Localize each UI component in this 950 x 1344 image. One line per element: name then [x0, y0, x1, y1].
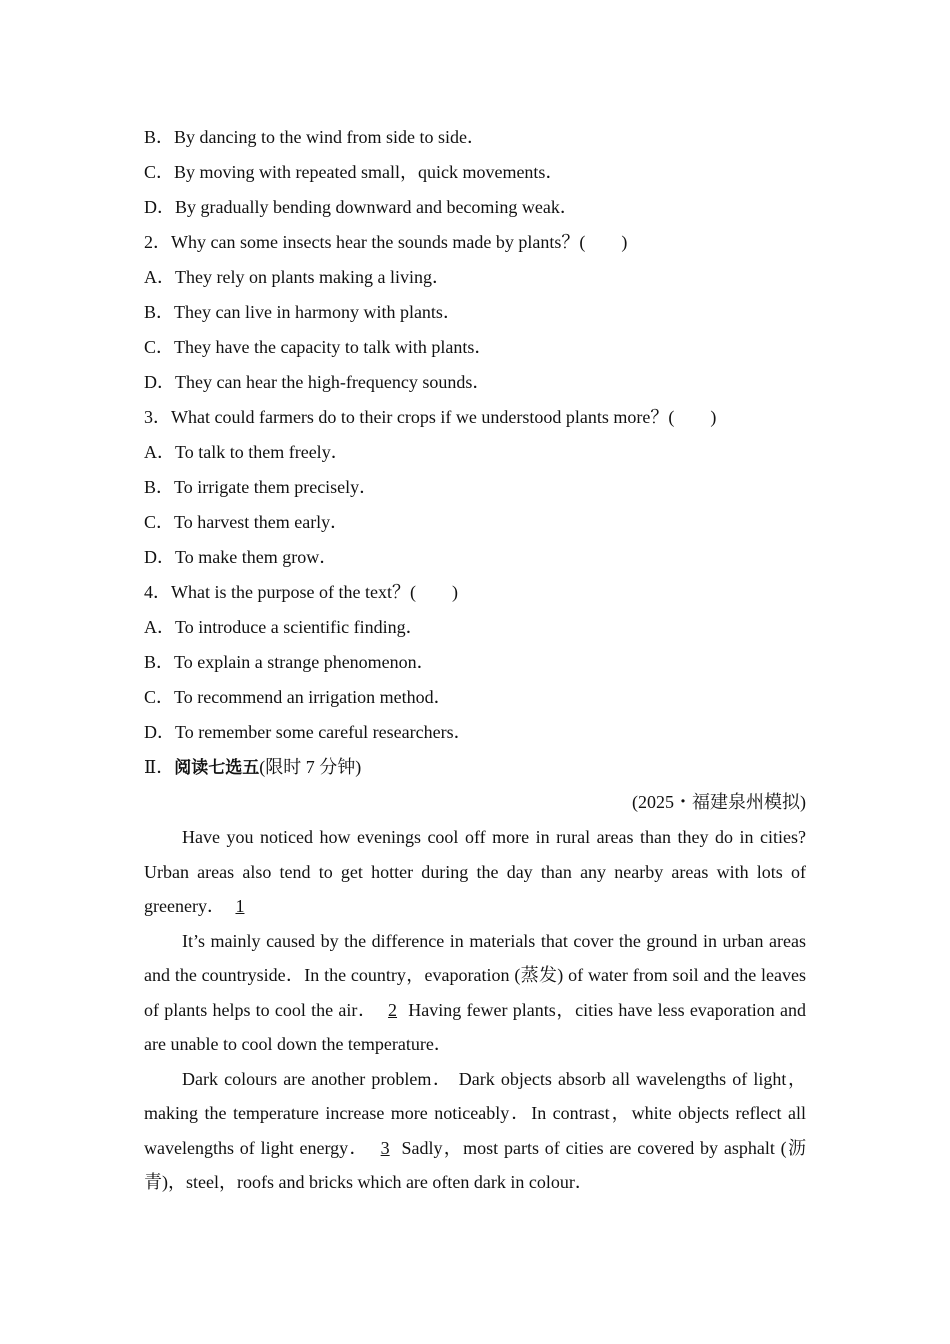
q1-option-d: D．By gradually bending downward and becoming weak． [144, 197, 578, 217]
section-heading: Ⅱ．阅读七选五(限时 7 分钟) [144, 757, 362, 778]
q4-stem: 4．What is the purpose of the text？( ) [144, 582, 458, 602]
passage-paragraph-3: Dark colours are another problem． Dark objects absorb all wavelengths of light，making the temperature increase more noticeably．In contrast，white objects reflect all wavelengths of light energy． 3 Sadly，most parts of cities are covered by asphalt (沥青)，steel，roofs and bricks which are often dark in colour． [144, 1068, 807, 1192]
q3-option-d: D．To make them grow． [144, 547, 338, 567]
blank-2: 2 [388, 999, 398, 1020]
q2-stem: 2．Why can some insects hear the sounds made by plants？( ) [144, 232, 628, 252]
q2-option-d: D．They can hear the high-frequency sounds． [144, 372, 491, 392]
passage-source: (2025・福建泉州模拟) [632, 792, 806, 812]
q3-option-b: B．To irrigate them precisely． [144, 477, 378, 497]
q2-option-a: A．They rely on plants making a living． [144, 267, 450, 287]
q3-option-a: A．To talk to them freely． [144, 442, 349, 462]
q4-option-c: C．To recommend an irrigation method． [144, 687, 452, 707]
passage-paragraph-1: Have you noticed how evenings cool off more in rural areas than they do in cities? Urban areas also tend to get hotter during the day than any nearby areas with lots of greenery． 1 [144, 827, 806, 916]
q4-option-a: A．To introduce a scientific finding． [144, 617, 424, 637]
q3-option-c: C．To harvest them early． [144, 512, 349, 532]
q4-option-d: D．To remember some careful researchers． [144, 722, 472, 742]
q2-option-c: C．They have the capacity to talk with plants． [144, 337, 493, 357]
q4-option-b: B．To explain a strange phenomenon． [144, 652, 435, 672]
passage-paragraph-2: It’s mainly caused by the difference in materials that cover the ground in urban areas and the countryside．In the country，evaporation (蒸发) of water from soil and the leaves of plants helps to cool the air． 2 Having fewer plants，cities have less evaporation and are unable to cool down the temperature． [144, 930, 807, 1054]
document-page [144, 120, 806, 1200]
q1-option-c: C．By moving with repeated small，quick movements． [144, 162, 564, 182]
q3-stem: 3．What could farmers do to their crops if we understood plants more？( ) [144, 407, 717, 427]
q2-option-b: B．They can live in harmony with plants． [144, 302, 461, 322]
blank-3: 3 [380, 1137, 390, 1158]
blank-1: 1 [235, 896, 245, 916]
q1-option-b: B．By dancing to the wind from side to side． [144, 127, 485, 147]
